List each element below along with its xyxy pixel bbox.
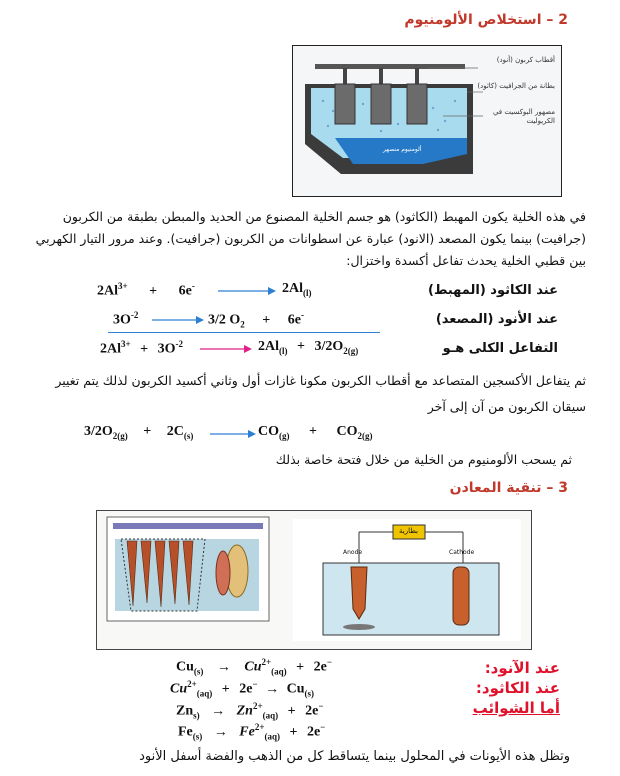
label-impurities: أما الشوائب [472, 699, 560, 717]
arrow-blue-1 [218, 286, 276, 296]
paragraph-withdraw: ثم يسحب الألومنيوم من الخلية من خلال فتحة خاصة بذلك [275, 452, 572, 467]
label-cathode-en: Cathode [449, 549, 475, 556]
co-equation: $3/2O_{2(g)} + 2C_{(s)}$ [84, 424, 194, 441]
reaction-overall-product: $2Al_{(l)} + 3/2O_{2(g)}$ [258, 339, 359, 356]
reaction-anode: $3O^{-2}$ [113, 310, 139, 328]
refine-eq-2: $Cu^{2+}_{(aq)} + 2e^- \to Cu_{(s)}$ [170, 679, 315, 699]
label-electrolyte: مصهور البوكسيت في الكريوليت [492, 108, 555, 125]
sum-rule [108, 332, 380, 333]
arrow-blue-2 [152, 315, 204, 325]
label-anode-en: Anode [343, 549, 363, 556]
reaction-cathode: $2Al^{3+} + 6e^-$ [97, 281, 195, 299]
paragraph-co-formation: ثم يتفاعل الأكسجين المتصاعد مع أقطاب الكربون مكونا غازات أول وثاني أكسيد الكربون لذلك يتم تغيير سيقان الكربون من آن إلى آخر [55, 373, 586, 414]
section-heading-refining: 3 – تنقية المعادن [449, 480, 568, 496]
arrow-pink [200, 344, 252, 354]
refine-eq-4: $Fe_{(s)} \to Fe^{2+}_{(aq)} + 2e^-$ [178, 722, 326, 742]
refining-diagram [97, 511, 531, 649]
refining-figure [96, 510, 532, 650]
reaction-overall: $2Al^{3+} + 3O^{-2}$ [100, 339, 184, 357]
label-molten-al: ألومنيوم منصهر [383, 146, 422, 153]
label-at-anode: عند الآنود: [484, 659, 560, 677]
label-at-cathode: عند الكاثود: [475, 679, 560, 697]
reaction-label-cathode: عند الكاثود (المهبط) [428, 283, 558, 298]
label-cathode: بطانة من الجرافيت (كاثود) [477, 82, 555, 90]
paragraph-impurities: وتظل هذه الأيونات في المحلول بينما يتساقط كل من الذهب والفضة أسفل الأنود [139, 749, 570, 764]
refine-eq-3: $Zn_{s)} \to Zn^{2+}_{(aq)} + 2e^-$ [176, 701, 324, 721]
co-equation-products: $CO_{(g)} + CO_{2(g)}$ [258, 424, 373, 441]
reaction-cathode-product: $2Al_{(l)}$ [282, 281, 312, 298]
arrow-blue-3 [210, 429, 256, 439]
reaction-anode-product: 3/2 $O_2 + 6e^-$ [208, 310, 304, 330]
reaction-label-overall: التفاعل الكلى هـو [442, 341, 558, 356]
section-heading-extraction: 2 – استخلاص الألومنيوم [404, 12, 568, 28]
refine-eq-1: $Cu_{(s)} \to Cu^{2+}_{(aq)} + 2e^-$ [176, 657, 333, 677]
label-anode: أقطاب كربون (أنود) [496, 56, 555, 64]
reaction-label-anode: عند الأنود (المصعد) [435, 312, 558, 327]
label-battery: بطارية [399, 527, 418, 535]
hall-cell-figure [292, 45, 562, 197]
paragraph-cell: في هذه الخلية يكون المهبط (الكاثود) هو جسم الخلية المصنوع من الحديد والمبطن بطبقة من الكربون (جرافيت) بينما يكون المصعد (الانود) عبارة عن اسطوانات من الكربون (جرافيت). وعند مرور التيار الكهربي بين قطبي الخلية يحدث تفاعل أكسدة واختزال: [35, 209, 586, 268]
